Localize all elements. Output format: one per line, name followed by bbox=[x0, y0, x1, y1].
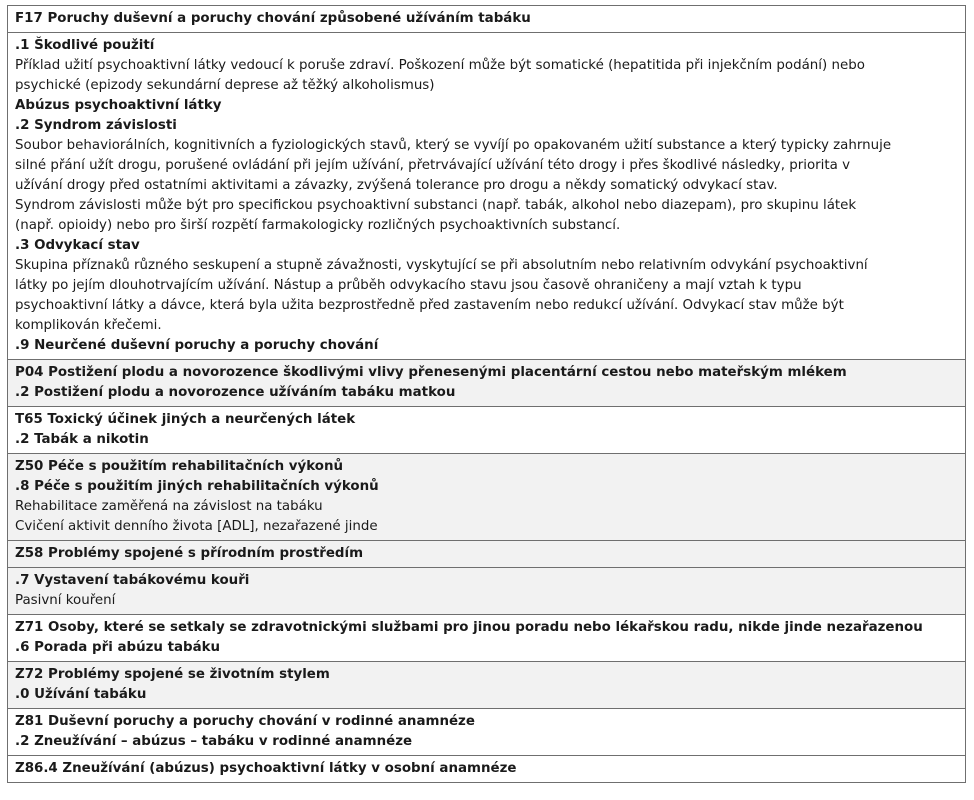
code-heading: .2 Syndrom závislosti bbox=[15, 118, 177, 133]
code-section bbox=[8, 755, 965, 782]
code-heading: Z86.4 Zneužívání (abúzus) psychoaktivní látky v osobní anamnéze bbox=[15, 761, 517, 776]
description-text: psychické (epizody sekundární deprese až těžký alkoholismus) bbox=[15, 78, 435, 93]
code-heading: .9 Neurčené duševní poruchy a poruchy chování bbox=[15, 338, 379, 353]
description-text: komplikován křečemi. bbox=[15, 318, 162, 333]
description-text: silné přání užít drogu, porušené ovládání při jejím užívání, přetrvávající užívání této drogy i přes škodlivé následky, priorita v bbox=[15, 158, 851, 173]
code-section bbox=[8, 540, 965, 567]
description-text: Cvičení aktivit denního života [ADL], nezařazené jinde bbox=[15, 519, 378, 534]
code-heading: .7 Vystavení tabákovému kouři bbox=[15, 573, 250, 588]
description-text: psychoaktivní látky a dávce, která byla užita bezprostředně před zastavením nebo redukcí užívání. Odvykací stav může být bbox=[15, 298, 844, 313]
code-heading: .3 Odvykací stav bbox=[15, 238, 140, 253]
code-heading: Z58 Problémy spojené s přírodním prostředím bbox=[15, 546, 364, 561]
description-text: Pasivní kouření bbox=[15, 593, 116, 608]
description-text: Příklad užití psychoaktivní látky vedoucí k poruše zdraví. Poškození může být somatické (hepatitida při injekčním podání) nebo bbox=[15, 58, 865, 73]
description-text: Syndrom závislosti může být pro specifickou psychoaktivní substanci (např. tabák, alkohol nebo diazepam), pro skupinu látek bbox=[15, 198, 857, 213]
description-text: Skupina příznaků různého seskupení a stupně závažnosti, vyskytující se při absolutním nebo relativním odvykání psychoaktivní bbox=[15, 258, 868, 273]
code-section bbox=[8, 661, 965, 708]
code-heading: .2 Tabák a nikotin bbox=[15, 432, 149, 447]
description-text: Soubor behaviorálních, kognitivních a fyziologických stavů, který se vyvíjí po opakovaném užití substance a který typicky zahrnuje bbox=[15, 138, 892, 153]
code-heading: F17 Poruchy duševní a poruchy chování způsobené užíváním tabáku bbox=[15, 11, 531, 26]
code-heading: .8 Péče s použitím jiných rehabilitačních výkonů bbox=[15, 479, 379, 494]
code-heading: Abúzus psychoaktivní látky bbox=[15, 98, 222, 113]
description-text: (např. opioidy) nebo pro širší rozpětí farmakologicky rozličných psychoaktivních substancí. bbox=[15, 218, 621, 233]
code-heading: .6 Porada při abúzu tabáku bbox=[15, 640, 221, 655]
description-text: látky po jejím dlouhotrvajícím užívání. Nástup a průběh odvykacího stavu jsou časově ohraničeny a mají vztah k typu bbox=[15, 278, 802, 293]
code-section bbox=[8, 32, 965, 359]
code-heading: P04 Postižení plodu a novorozence škodlivými vlivy přenesenými placentární cestou nebo mateřským mlékem bbox=[15, 365, 847, 380]
code-section bbox=[8, 567, 965, 614]
description-text: užívání drogy před ostatními aktivitami a závazky, zvýšená tolerance pro drogu a někdy somatický odvykací stav. bbox=[15, 178, 778, 193]
code-heading: .1 Škodlivé použití bbox=[15, 38, 155, 53]
code-section bbox=[8, 359, 965, 406]
code-section bbox=[8, 708, 965, 755]
code-section bbox=[8, 6, 965, 32]
code-heading: .2 Zneužívání – abúzus – tabáku v rodinné anamnéze bbox=[15, 734, 413, 749]
code-heading: .2 Postižení plodu a novorozence užíváním tabáku matkou bbox=[15, 385, 456, 400]
code-heading: T65 Toxický účinek jiných a neurčených látek bbox=[15, 412, 356, 427]
code-section bbox=[8, 406, 965, 453]
code-heading: Z72 Problémy spojené se životním stylem bbox=[15, 667, 330, 682]
code-heading: Z81 Duševní poruchy a poruchy chování v rodinné anamnéze bbox=[15, 714, 475, 729]
code-section bbox=[8, 453, 965, 540]
code-heading: Z50 Péče s použitím rehabilitačních výkonů bbox=[15, 459, 344, 474]
code-heading: .0 Užívání tabáku bbox=[15, 687, 147, 702]
code-heading: Z71 Osoby, které se setkaly se zdravotnickými službami pro jinou poradu nebo lékařskou radu, nikde jinde nezařazenou bbox=[15, 620, 923, 635]
icd-code-table bbox=[7, 5, 966, 783]
code-section bbox=[8, 614, 965, 661]
description-text: Rehabilitace zaměřená na závislost na tabáku bbox=[15, 499, 323, 514]
